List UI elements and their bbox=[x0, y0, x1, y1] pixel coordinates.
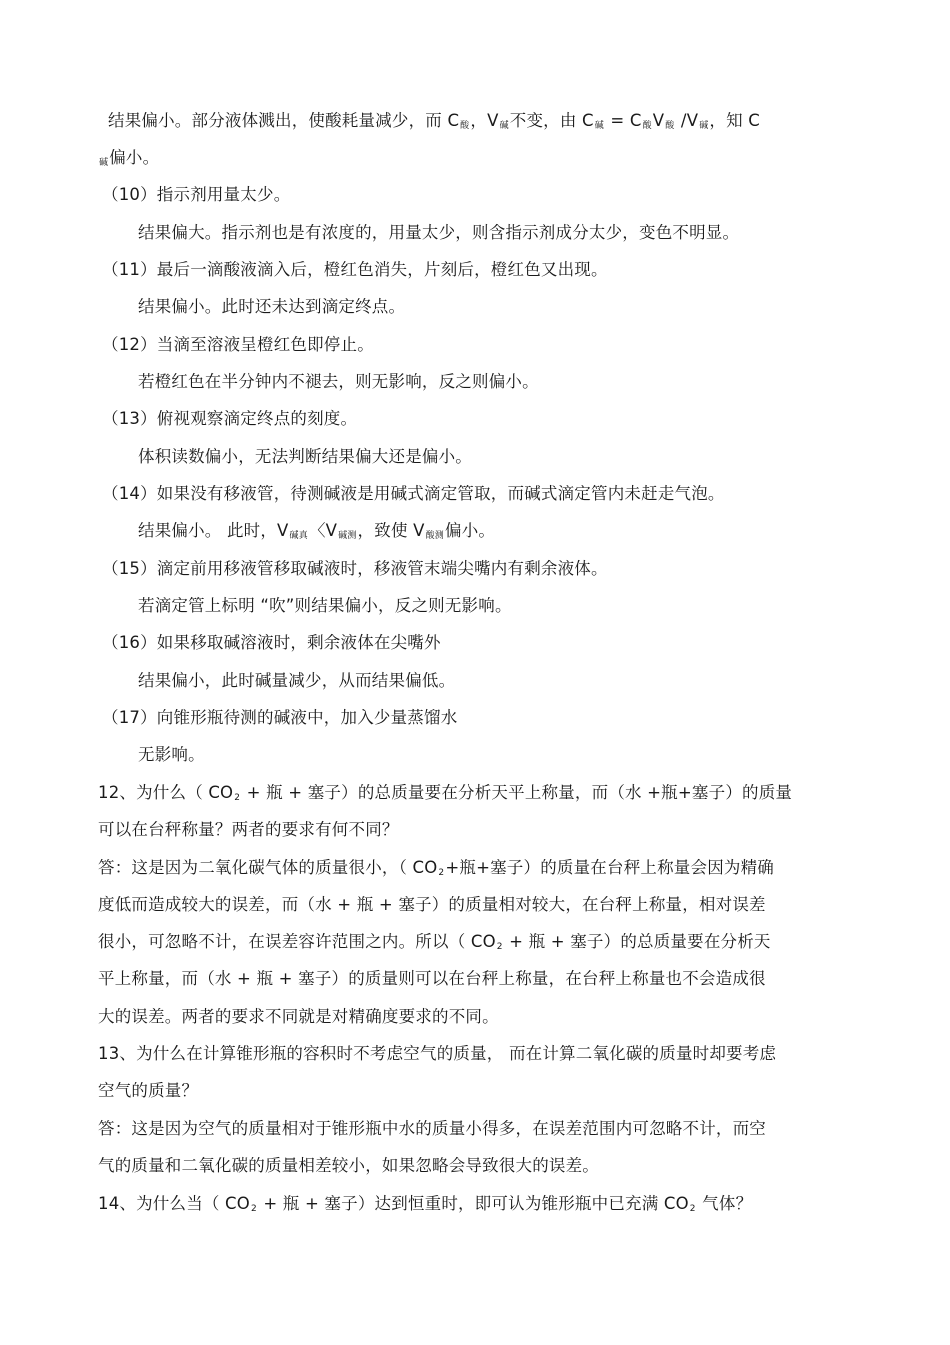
answer-16: 结果偏小，此时碱量减少，从而结果偏低。 bbox=[138, 671, 456, 690]
item-14: （14）如果没有移液管，待测碱液是用碱式滴定管取，而碱式滴定管内未赶走气泡。 bbox=[102, 484, 725, 503]
item-12: （12）当滴至溶液呈橙红色即停止。 bbox=[102, 335, 374, 354]
question-13-line-2: 空气的质量？ bbox=[98, 1081, 199, 1100]
answer-14: 结果偏小。 此时，$V_{碱真}$〈$V_{碱测}$，致使 $V_{酸测}$偏小。 bbox=[138, 521, 496, 541]
answer-17: 无影响。 bbox=[138, 745, 205, 764]
question-13-line-1: 13、为什么在计算锥形瓶的容积时不考虑空气的质量， 而在计算二氧化碳的质量时却要考虑 bbox=[98, 1044, 777, 1063]
answer-12: 若橙红色在半分钟内不褪去，则无影响，反之则偏小。 bbox=[138, 372, 539, 391]
question-12-line-2: 可以在台秤称量？两者的要求有何不同？ bbox=[98, 820, 399, 839]
item-11: （11）最后一滴酸液滴入后，橙红色消失，片刻后，橙红色又出现。 bbox=[102, 260, 608, 279]
item-13: （13）俯视观察滴定终点的刻度。 bbox=[102, 409, 358, 428]
item-17: （17）向锥形瓶待测的碱液中，加入少量蒸馏水 bbox=[102, 708, 458, 727]
answer-13: 体积读数偏小，无法判断结果偏大还是偏小。 bbox=[138, 447, 472, 466]
item-16: （16）如果移取碱溶液时，剩余液体在尖嘴外 bbox=[102, 633, 441, 652]
answer-q12-line-4: 平上称量，而（水 + 瓶 + 塞子）的质量则可以在台秤上称量，在台秤上称量也不会造成很 bbox=[98, 969, 766, 988]
answer-10: 结果偏大。指示剂也是有浓度的，用量太少，则含指示剂成分太少，变色不明显。 bbox=[138, 223, 740, 242]
text-line-2: $_碱$偏小。 bbox=[99, 148, 160, 168]
answer-15: 若滴定管上标明 “吹”则结果偏小，反之则无影响。 bbox=[138, 596, 512, 615]
answer-11: 结果偏小。此时还未达到滴定终点。 bbox=[138, 297, 406, 316]
text-line-1: 结果偏小。部分液体溅出，使酸耗量减少，而 $C_酸$，$V_碱$不变，由 $C_碱 = C_酸V_酸$ $/V_碱$，知 C bbox=[108, 111, 760, 131]
answer-q12-line-1: 答：这是因为二氧化碳气体的质量很小，（ $CO_2+$瓶+塞子）的质量在台秤上称量会因为精确 bbox=[98, 858, 774, 878]
answer-q13-line-1: 答：这是因为空气的质量相对于锥形瓶中水的质量小得多，在误差范围内可忽略不计，而空 bbox=[98, 1119, 766, 1138]
answer-q12-line-2: 度低而造成较大的误差，而（水 + 瓶 + 塞子）的质量相对较大，在台秤上称量，相对误差 bbox=[98, 895, 766, 914]
answer-q13-line-2: 气的质量和二氧化碳的质量相差较小，如果忽略会导致很大的误差。 bbox=[98, 1156, 599, 1175]
answer-q12-line-3: 很小，可忽略不计，在误差容许范围之内。所以（ $CO_2$ + 瓶 + 塞子）的总质量要在分析天 bbox=[98, 932, 771, 952]
question-12-line-1: 12、为什么（ $CO_2$ + 瓶 + 塞子）的总质量要在分析天平上称量，而（水 +瓶+塞子）的质量 bbox=[98, 783, 793, 803]
item-10: （10）指示剂用量太少。 bbox=[102, 185, 291, 204]
answer-q12-line-5: 大的误差。两者的要求不同就是对精确度要求的不同。 bbox=[98, 1007, 499, 1026]
item-15: （15）滴定前用移液管移取碱液时，移液管末端尖嘴内有剩余液体。 bbox=[102, 559, 608, 578]
question-14: 14、为什么当（ $CO_2$ + 瓶 + 塞子）达到恒重时，即可认为锥形瓶中已充满 $CO_2$ 气体？ bbox=[98, 1194, 753, 1214]
